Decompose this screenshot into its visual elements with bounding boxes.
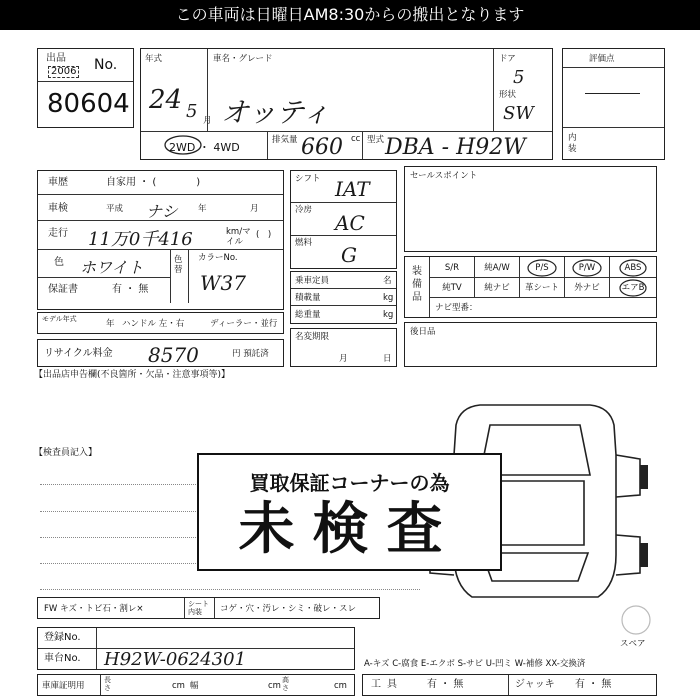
name-change-day: 日 bbox=[383, 354, 392, 364]
door-value: 5 bbox=[513, 67, 525, 88]
size-height-unit: cm bbox=[334, 681, 347, 691]
mileage-unit: km/マイル bbox=[226, 227, 251, 248]
history-label: 車歴 bbox=[48, 177, 68, 188]
year-label: 年式 bbox=[145, 54, 163, 64]
size-label: 車庫証明用 bbox=[42, 681, 85, 691]
size-width-label: 幅 bbox=[190, 681, 199, 691]
load-unit: kg bbox=[383, 293, 394, 303]
dealer-options: ディーラー・並行 bbox=[210, 319, 278, 329]
later-docs-label: 後日品 bbox=[410, 327, 436, 337]
later-docs-box bbox=[404, 322, 657, 367]
model-value: DBA - H92W bbox=[385, 135, 526, 160]
inspection-unit: 年 bbox=[198, 204, 207, 214]
model-label: 型式 bbox=[367, 135, 385, 145]
car-name-label: 車名・グレード bbox=[213, 54, 273, 64]
equip-aw: 純A/W bbox=[484, 263, 510, 273]
fuel-value: G bbox=[341, 243, 357, 267]
fw-defects: コゲ・穴・汚レ・シミ・破レ・スレ bbox=[220, 604, 357, 614]
warranty-options: 有 ・ 無 bbox=[112, 284, 149, 295]
equip-tv: 純TV bbox=[442, 283, 462, 293]
equip-airbag: エアB bbox=[621, 283, 645, 293]
fw-box bbox=[37, 597, 380, 619]
capacity-unit: 名 bbox=[383, 276, 392, 286]
equipment-label: 装備品 bbox=[412, 266, 422, 303]
body-type-label: 形状 bbox=[499, 90, 517, 100]
load-label: 積載量 bbox=[295, 293, 321, 303]
drive-circle bbox=[163, 134, 203, 156]
ac-value: AC bbox=[335, 211, 365, 235]
fw-seat: シート内装 bbox=[188, 600, 209, 617]
shift-label: シフト bbox=[295, 174, 321, 184]
spare-tire-icon bbox=[620, 604, 652, 636]
name-change-label: 名変期限 bbox=[295, 332, 330, 342]
size-length-unit: cm bbox=[172, 681, 185, 691]
door-label: ドア bbox=[499, 54, 516, 64]
lot-box bbox=[37, 48, 134, 128]
tools-label: 工具 bbox=[371, 679, 403, 690]
lot-label: 出品 bbox=[46, 53, 66, 64]
equip-circles bbox=[405, 257, 658, 297]
gross-unit: kg bbox=[383, 310, 394, 320]
capacity-box bbox=[290, 271, 397, 324]
banner: この車両は日曜日AM8:30からの搬出となります bbox=[0, 0, 700, 30]
equip-ps: P/S bbox=[535, 263, 549, 273]
recycle-label: リサイクル料金 bbox=[44, 348, 113, 359]
details-box bbox=[37, 170, 284, 310]
shift-value: IAT bbox=[335, 177, 370, 201]
inspector-label: 【検査員記入】 bbox=[34, 448, 98, 458]
fw-text: FW キズ・トビ石・割レ× bbox=[44, 604, 144, 614]
car-name-value: オッティ bbox=[221, 96, 330, 129]
capacity-label: 乗車定員 bbox=[295, 276, 330, 286]
size-width-unit: cm bbox=[268, 681, 281, 691]
size-box bbox=[37, 674, 355, 696]
color-code-label: カラーNo. bbox=[198, 253, 238, 263]
inspection-era: 平成 bbox=[106, 204, 124, 214]
year-value: 24 bbox=[149, 85, 183, 115]
shift-box bbox=[290, 170, 397, 269]
lot-no-label: No. bbox=[94, 57, 118, 73]
equip-nav: 純ナビ bbox=[484, 283, 510, 293]
spare-label: スペア bbox=[620, 639, 646, 649]
chassis-value: H92W-0624301 bbox=[104, 649, 247, 670]
model-year-label: モデル年式 bbox=[42, 315, 77, 323]
inspection-month: 月 bbox=[250, 204, 259, 214]
month-unit: 月 bbox=[203, 116, 212, 126]
model-year-unit: 年 bbox=[106, 319, 115, 329]
jack-options: 有 ・ 無 bbox=[575, 679, 612, 690]
tools-options: 有 ・ 無 bbox=[427, 679, 464, 690]
mileage-label: 走行 bbox=[48, 228, 68, 239]
nav-model-label: ナビ型番： bbox=[435, 303, 478, 313]
displacement-label: 排気量 bbox=[272, 135, 298, 145]
size-height-label: 高さ bbox=[282, 676, 289, 692]
equip-leather: 革シート bbox=[524, 283, 559, 293]
equip-sr: S/R bbox=[444, 263, 460, 273]
mileage-paren: ( ) bbox=[256, 230, 272, 240]
inspection-value: ナシ bbox=[146, 202, 178, 221]
displacement-value: 660 bbox=[301, 135, 343, 160]
model-year-box bbox=[37, 312, 284, 334]
handle-options: ハンドル 左・右 bbox=[122, 319, 185, 329]
history-value: 自家用 ・ ( ) bbox=[106, 177, 201, 188]
equipment-box bbox=[404, 256, 657, 318]
color-value: ホワイト bbox=[80, 258, 144, 277]
tools-box bbox=[362, 674, 657, 696]
sales-point-label: セールスポイント bbox=[410, 171, 478, 181]
equip-ext-nav: 外ナビ bbox=[574, 283, 600, 293]
seller-note: 【出品店申告欄(不良箇所・欠品・注意事項等)】 bbox=[34, 370, 231, 380]
month-value: 5 bbox=[186, 101, 198, 122]
drive-options: 2WD ・ 4WD bbox=[169, 141, 240, 154]
equip-abs: ABS bbox=[624, 263, 642, 273]
registration-box bbox=[37, 627, 355, 670]
sales-point-box bbox=[404, 166, 657, 252]
lot-year-code: 2006 bbox=[48, 66, 79, 78]
color-code-value: W37 bbox=[200, 271, 247, 295]
score-box bbox=[562, 48, 665, 160]
name-change-box bbox=[290, 328, 397, 367]
car-info-box bbox=[140, 48, 553, 160]
body-type-value: SW bbox=[503, 103, 534, 124]
stamp-line1: 買取保証コーナーの為 bbox=[249, 471, 450, 495]
fuel-label: 燃料 bbox=[295, 238, 313, 248]
gross-label: 総重量 bbox=[295, 310, 321, 320]
inspection-label: 車検 bbox=[48, 203, 68, 214]
interior-label: 内装 bbox=[568, 133, 577, 155]
ac-label: 冷房 bbox=[295, 205, 313, 215]
name-change-month: 月 bbox=[339, 354, 348, 364]
registration-label: 登録No. bbox=[44, 632, 81, 643]
jack-label: ジャッキ bbox=[515, 679, 555, 690]
stamp-box bbox=[197, 453, 502, 571]
lot-number: 80604 bbox=[47, 89, 130, 119]
warranty-label: 保証書 bbox=[48, 284, 78, 295]
recycle-value: 8570 bbox=[148, 343, 199, 367]
stamp-line2: 未検査 bbox=[238, 497, 461, 562]
recycle-unit: 円 預託済 bbox=[232, 349, 269, 359]
mileage-value: 11万0千416 bbox=[88, 229, 193, 250]
color-change-label: 色替 bbox=[174, 255, 183, 276]
score-label: 評価点 bbox=[589, 54, 615, 64]
displacement-unit: cc bbox=[351, 134, 361, 144]
size-length-label: 長さ bbox=[104, 676, 111, 692]
damage-legend: A-キズ C-腐食 E-エクボ S-サビ U-凹ミ W-補修 XX-交換済 bbox=[364, 659, 586, 669]
chassis-label: 車台No. bbox=[44, 653, 81, 664]
color-label: 色 bbox=[54, 257, 64, 268]
equip-pw: P/W bbox=[578, 263, 596, 273]
recycle-box bbox=[37, 339, 284, 367]
